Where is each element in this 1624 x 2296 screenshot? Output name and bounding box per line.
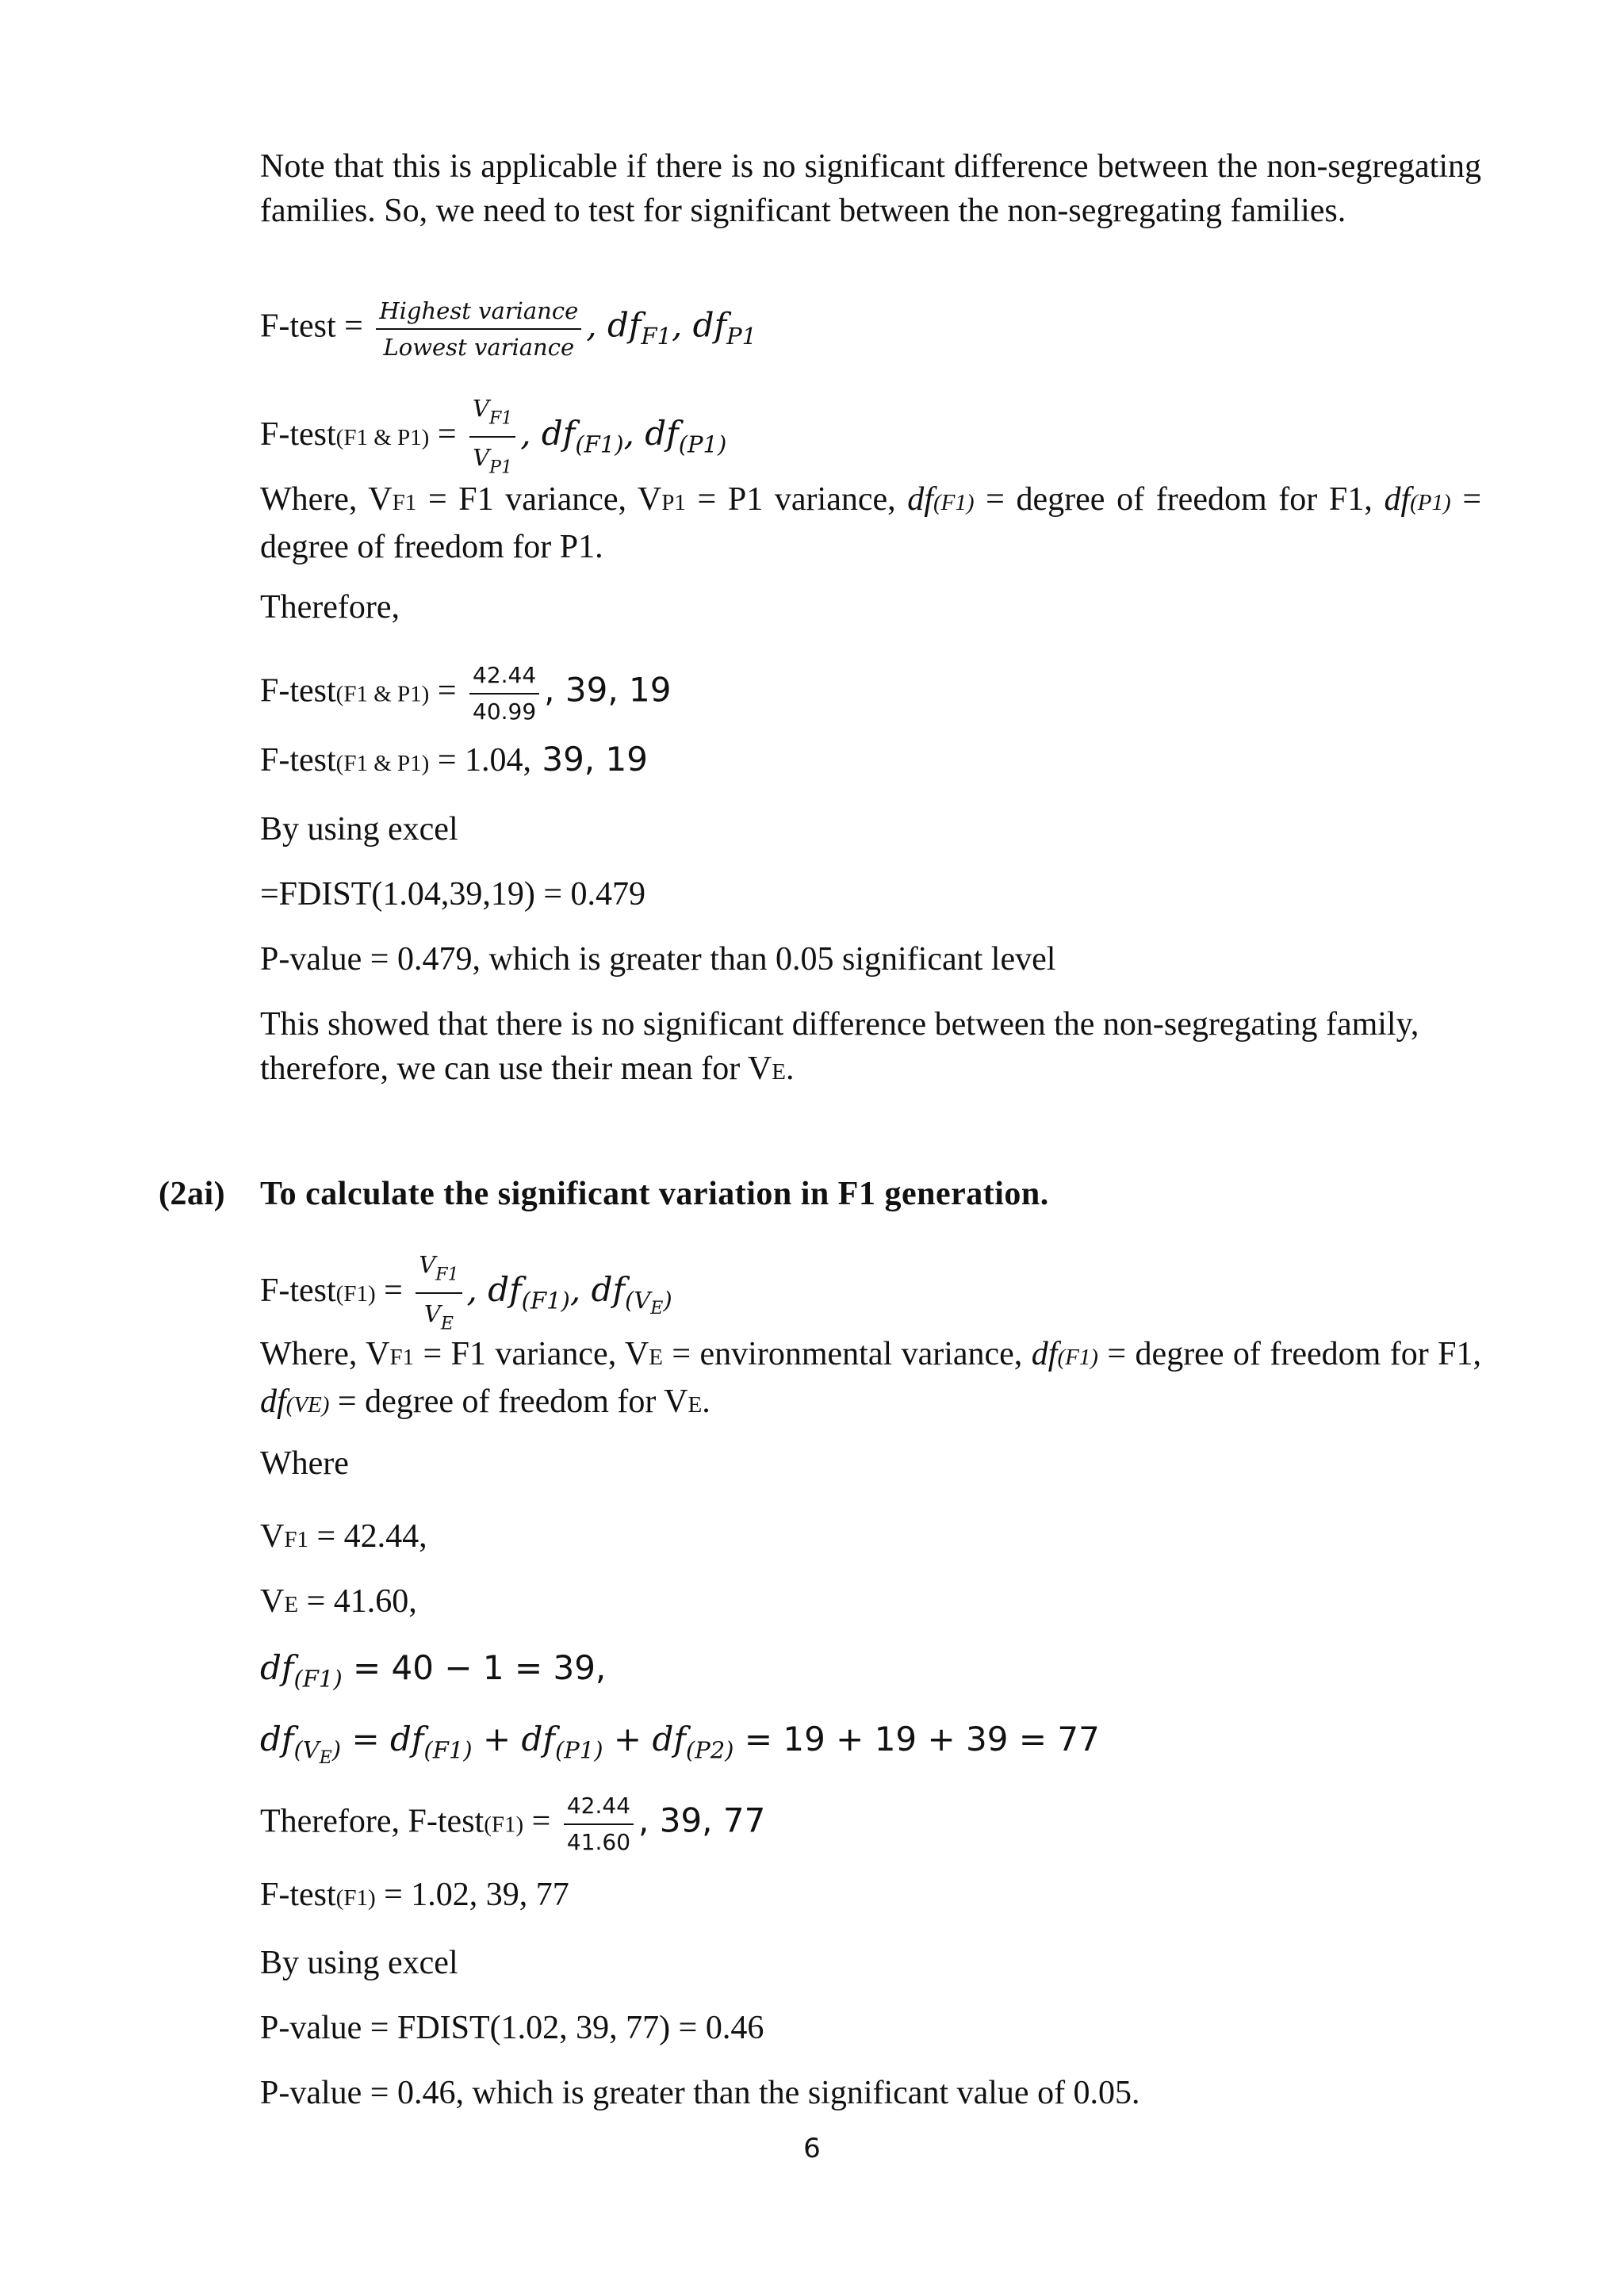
ve-v: V <box>423 1300 441 1328</box>
vp1-v: V <box>473 444 490 472</box>
conclusion-line-1 <box>260 1002 1481 1047</box>
df-term: = df <box>341 1720 424 1758</box>
df-sub-p2: (P2) <box>685 1736 734 1764</box>
df-term-2: , df <box>623 414 679 453</box>
degrees-of-freedom: , 39, 19 <box>544 670 672 710</box>
therefore-text: Therefore, <box>260 589 400 626</box>
f-test-sub: (F1) <box>335 1885 376 1911</box>
df-sub-f1: (F1) <box>521 1287 570 1314</box>
where-text: = degree of freedom for F1, <box>1097 1336 1482 1372</box>
f-test-sub: (F1 & P1) <box>335 681 430 707</box>
df-sub: (VE) <box>285 1392 330 1418</box>
fdist-text: =FDIST(1.04,39,19) = 0.479 <box>260 876 646 913</box>
period: . <box>702 1383 710 1420</box>
section-title: To calculate the significant variation in F1 generation. <box>260 1176 1049 1212</box>
excel-line-2 <box>260 1941 1481 1985</box>
sub-f1: F1 <box>284 1527 308 1552</box>
where-definitions-1 <box>260 477 1481 569</box>
numerator-value: 42.44 <box>564 1789 634 1825</box>
ve-sub: E <box>440 1314 454 1334</box>
f-test-result <box>260 737 1481 786</box>
f-test-label: F-test <box>260 742 336 779</box>
conclusion-text: This showed that there is no significant difference between the non-segregating family, <box>260 1006 1419 1043</box>
equals-sign: = <box>429 672 457 710</box>
f-test-label: F-test = <box>260 308 363 345</box>
f-test-f1-computation <box>260 1789 1481 1860</box>
df-sub-ve-e: E <box>650 1299 664 1319</box>
df-f1-line <box>260 1646 1481 1701</box>
where-text: = degree of freedom for F1, <box>974 481 1385 518</box>
sub-e: E <box>284 1592 299 1617</box>
numerator-value: 42.44 <box>469 658 539 695</box>
where-text: = environmental variance, <box>662 1336 1032 1372</box>
f-test-label: F-test <box>260 1272 336 1310</box>
equals-sign: = <box>523 1803 551 1840</box>
where-definitions-2 <box>260 1332 1481 1427</box>
degrees-of-freedom: , 39, 77 <box>638 1800 766 1840</box>
df-symbol: df <box>260 1648 294 1687</box>
conclusion-text: therefore, we can use their mean for V <box>260 1050 772 1087</box>
df-term: + df <box>603 1720 686 1758</box>
df-sub-ve-close: ) <box>663 1287 672 1314</box>
fdist-line-2 <box>260 2006 1481 2050</box>
df-sub-p1: (P1) <box>554 1736 603 1764</box>
where-text: = degree of freedom for V <box>329 1383 688 1420</box>
highest-variance: Highest variance <box>376 293 581 330</box>
df-sub-f1: F1 <box>641 323 672 350</box>
value-fraction <box>469 658 539 729</box>
vf1-sub: F1 <box>488 408 513 429</box>
equals-sign: = <box>429 416 457 453</box>
page-number: 6 <box>803 2133 821 2164</box>
vf1-sub: F1 <box>435 1265 459 1285</box>
df-term-2: , df <box>569 1270 626 1310</box>
intro-text: Note that this is applicable if there is no significant difference between the non-segregating families. So, we need to test for significant between the non-segregating families. <box>260 148 1481 229</box>
df-ve-value: = 19 + 19 + 39 = 77 <box>733 1720 1100 1758</box>
df-sub: (F1) <box>1057 1345 1098 1370</box>
df-sub-ve-e: E <box>319 1748 332 1769</box>
v-symbol: V <box>260 1518 285 1555</box>
where-label-line <box>260 1441 1481 1486</box>
df-sub-f1: (F1) <box>423 1736 473 1764</box>
ve-value: = 41.60, <box>298 1583 417 1620</box>
df-italic: df <box>1384 481 1411 518</box>
p-value-text: P-value = 0.46, which is greater than the significant value of 0.05. <box>260 2075 1140 2111</box>
f-test-f1-formula <box>260 1245 1481 1342</box>
df-sub-ve-open: (V <box>625 1287 651 1314</box>
vf1-v: V <box>473 395 489 422</box>
f-test-label: Therefore, F-test <box>260 1803 485 1840</box>
df-term: + df <box>472 1720 555 1758</box>
fdist-text: P-value = FDIST(1.02, 39, 77) = 0.46 <box>260 2010 764 2046</box>
f-test-sub: (F1 & P1) <box>335 751 430 776</box>
df-italic: df <box>260 1383 286 1420</box>
where-text: = F1 variance, V <box>416 481 662 518</box>
denominator-value: 41.60 <box>566 1829 631 1855</box>
variance-fraction <box>376 293 581 365</box>
df-italic: df <box>907 481 933 518</box>
intro-paragraph <box>260 144 1481 233</box>
p-value-text: P-value = 0.479, which is greater than 0.05 significant level <box>260 941 1056 978</box>
vf1-vp1-fraction <box>469 388 515 486</box>
f-test-f1-result <box>260 1873 1481 1920</box>
sub-e: E <box>772 1059 786 1085</box>
df-sub: (P1) <box>1410 490 1451 515</box>
where-text: Where, V <box>260 481 393 518</box>
sub-e: E <box>649 1345 663 1370</box>
df-f1-value: = 40 − 1 = 39, <box>342 1648 607 1687</box>
section-heading <box>159 1175 1049 1213</box>
df-sub-p1: (P1) <box>678 430 727 458</box>
excel-line-1 <box>260 807 1481 851</box>
section-label: (2ai) <box>159 1176 226 1212</box>
excel-text: By using excel <box>260 811 458 848</box>
where-text: = F1 variance, V <box>414 1336 649 1372</box>
df-sub: (F1) <box>933 490 975 515</box>
vf1-ve-fraction <box>416 1245 462 1342</box>
sub-f1: F1 <box>392 490 417 515</box>
df-sub-ve-close: ) <box>331 1736 342 1764</box>
f-test-sub: (F1 & P1) <box>335 425 430 451</box>
f-test-sub: (F1) <box>484 1812 524 1838</box>
df-term-2: , df <box>671 305 727 345</box>
df-term: , df <box>466 1270 522 1310</box>
value-fraction <box>564 1789 634 1860</box>
lowest-variance: Lowest variance <box>383 334 575 361</box>
df-sub-f1: (F1) <box>575 430 624 458</box>
therefore-line <box>260 585 1481 629</box>
sub-f1: F1 <box>389 1345 415 1370</box>
f-value: = 1.02, 39, 77 <box>375 1877 569 1913</box>
f-test-f1-p1-formula <box>260 388 1481 486</box>
f-value: = 1.04, <box>429 742 531 779</box>
fdist-line-1 <box>260 872 1481 916</box>
f-test-label: F-test <box>260 1877 336 1913</box>
where-text: Where, V <box>260 1336 390 1372</box>
df-sub-p1: P1 <box>726 323 757 350</box>
f-test-general-formula <box>260 293 1481 365</box>
p-value-line-2 <box>260 2071 1481 2115</box>
where-text: = degree of freedom for P1. <box>260 481 1481 565</box>
sub-e: E <box>688 1392 703 1418</box>
excel-text: By using excel <box>260 1945 458 1981</box>
conclusion-line-2 <box>260 1047 1481 1094</box>
denominator-value: 40.99 <box>473 698 537 725</box>
df-term: , df <box>520 414 576 453</box>
v-symbol: V <box>260 1583 285 1620</box>
df-sub-ve-open: (V <box>293 1736 320 1764</box>
f-test-computation <box>260 658 1481 729</box>
ve-value-line <box>260 1579 1481 1627</box>
f-test-label: F-test <box>260 416 336 453</box>
vp1-sub: P1 <box>489 457 512 478</box>
df-italic: df <box>1031 1336 1058 1372</box>
where-text: = P1 variance, <box>685 481 908 518</box>
equals-sign: = <box>375 1272 403 1310</box>
p-value-line-1 <box>260 937 1481 982</box>
f-test-label: F-test <box>260 672 336 710</box>
df-symbol: df <box>260 1720 294 1758</box>
vf1-value: = 42.44, <box>308 1518 427 1555</box>
degrees-of-freedom: 39, 19 <box>531 740 648 779</box>
vf1-v: V <box>419 1251 436 1278</box>
sub-p1: P1 <box>661 490 686 515</box>
where-label: Where <box>260 1445 349 1482</box>
f-test-sub: (F1) <box>335 1281 376 1307</box>
df-ve-line <box>260 1717 1481 1781</box>
period: . <box>785 1050 795 1087</box>
df-sub-f1: (F1) <box>293 1665 343 1693</box>
vf1-value-line <box>260 1514 1481 1562</box>
df-term: , df <box>586 305 642 345</box>
